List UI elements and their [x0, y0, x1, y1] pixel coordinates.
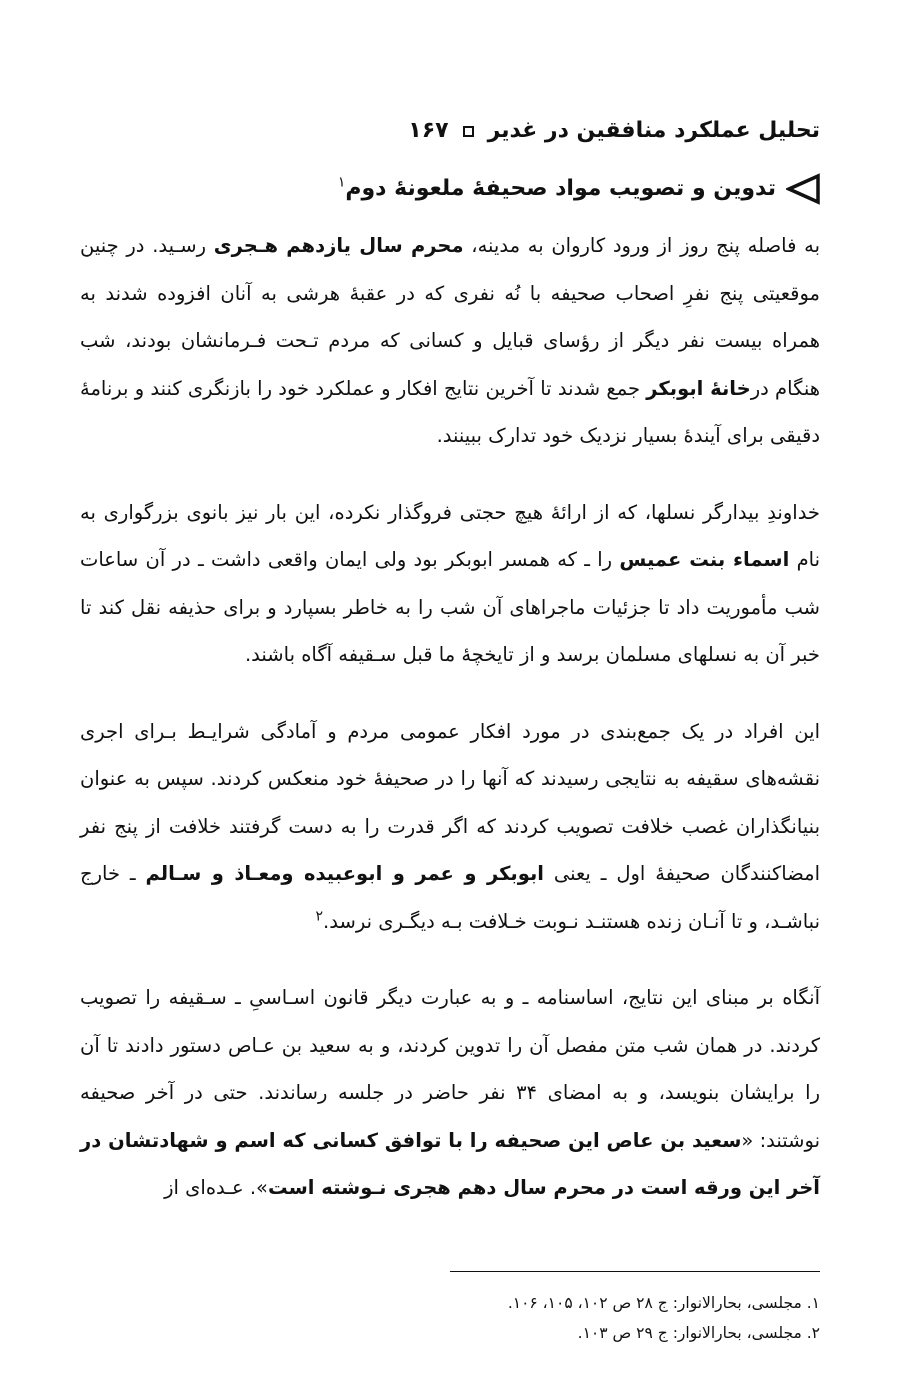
paragraph [80, 222, 820, 460]
triangle-marker-icon [786, 173, 820, 205]
text-run: ». عـده‌ای از [164, 1176, 268, 1199]
text-run: را ـ که همسر ابوبکر بود ولی ایمان واقعی داشت ـ در آن ساعات شب مأموریت داد تا جزئیات ماجراهای آن شب را به خاطر بسپارد و برای حذیفه نقل کند تا خبر آن به نسلهای مسلمان برسد و از تایخچهٔ ما قبل سـقیفه آگاه باشند. [80, 548, 820, 666]
text-run: جمع شدند تا آخرین نتایج افکار و عملکرد خود را بازنگری کنند و برنامهٔ دقیقی برای آیندهٔ بسیار نزدیک خود تدارک ببینند. [80, 376, 820, 447]
running-header-title: تحلیل عملکرد منافقین در غدیر [487, 118, 820, 143]
footnote-1: ۱. مجلسی، بحارالانوار: ج ۲۸ ص ۱۰۲، ۱۰۵، ۱۰۶. [507, 1294, 820, 1312]
section-heading [338, 172, 820, 206]
section-heading-text [338, 172, 776, 206]
section-heading-title: تدوین و تصویب مواد صحیفهٔ ملعونهٔ دوم [345, 176, 776, 201]
emphasized-text: محرم سال یازدهم هـجری [213, 234, 464, 257]
footnote-ref: ۲ [315, 908, 324, 924]
header-separator-square [463, 126, 474, 137]
page-number: ۱۶۷ [408, 118, 449, 143]
section-footnote-ref: ۱ [337, 174, 346, 191]
footnote-2: ۲. مجلسی، بحارالانوار: ج ۲۹ ص ۱۰۳. [577, 1324, 820, 1342]
text-run: به فاصله پنج روز از ورود کاروان به مدینه، [463, 234, 820, 257]
footnote-divider [450, 1271, 820, 1272]
paragraph [80, 708, 820, 946]
emphasized-text: سعید بن عاص این صحیفه را با توافق کسانی که اسم و شهادتشان در آخر این ورقه است در محرم سال دهم هجری نـوشته است [80, 1128, 820, 1199]
book-page [80, 0, 820, 1393]
paragraph [80, 489, 820, 679]
emphasized-text: ابوبکر و عمر و ابوعبیده ومعـاذ و سـالم [145, 862, 544, 885]
emphasized-text: خانهٔ ابوبکر [646, 376, 751, 400]
body-text [80, 222, 820, 1241]
emphasized-text: اسماء بنت عمیس [619, 548, 790, 571]
text-run: این افراد در یک جمع‌بندی در مورد افکار عمومی مردم و آمادگی شرایـط بـرای اجری نقشه‌های سقیفه به نتایجی رسیدند که آنها را در صحیفهٔ خود منعکس کردند. سپس به عنوان بنیانگذاران غصب خلافت تصویب کردند که اگر قدرت را به دست گرفتند خلافت از پنج نفر امضاکنندگان صحیفهٔ اول ـ یعنی [80, 719, 821, 885]
footnotes [80, 1288, 820, 1348]
text-run: آنگاه بر مبنای این نتایج، اساسنامه ـ و به عبارت دیگر قانون اسـاسیِ ـ سـقیفه را تصویب کردند. در همان شب متن مفصل آن را تدوین کردند، و به سعید بن عـاص دستور دادند تا آن را برایشان بنویسد، و به امضای ۳۴ نفر حاضر در جلسه رساندند. حتی در آخر صحیفه نوشتند: « [80, 986, 821, 1152]
text-run: خداوندِ بیدارگر نسلها، که از ارائهٔ هیچ حجتی فروگذار نکرده، این بار نیز بانوی بزرگواری به نام [80, 500, 821, 571]
text-run: ـ خارج نباشـد، و تا آنـان زنده هستنـد نـوبت خـلافت بـه دیگـری نرسد. [80, 862, 820, 933]
text-run: رسـید. در چنین موقعیتی پنج نفرِ اصحاب صحیفه با نُه نفری که در عقبهٔ هرشی به آنان افزوده شدند به همراه بیست نفر دیگر از رؤسای قبایل و کسانی که مردم تـحت فـرمانشان بودند، شب هنگام در [80, 234, 821, 400]
running-header [408, 116, 820, 146]
paragraph [80, 974, 820, 1212]
